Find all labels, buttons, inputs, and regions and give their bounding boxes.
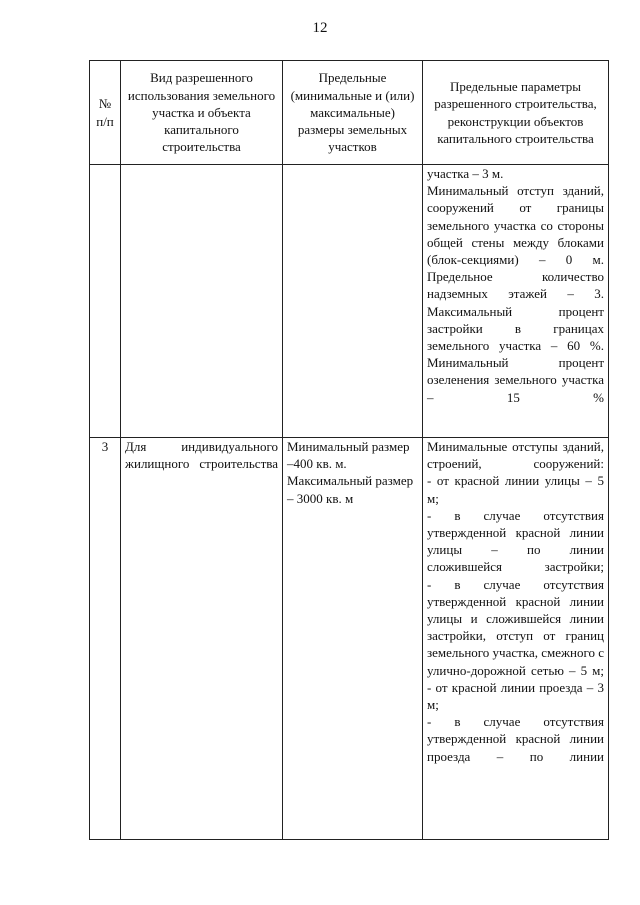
table-row [90, 165, 609, 438]
cell-plot-size: Минимальный размер –400 кв. м. Максимальный размер – 3000 кв. м [283, 438, 423, 840]
param-line: - от красной линии улицы – 5 м; [427, 473, 604, 506]
header-construction-params: Предельные параметры разрешенного строительства, реконструкции объектов капитального строительства [423, 61, 609, 165]
param-line: Минимальный отступ зданий, сооружений от границы земельного участка со стороны общей стены между блоками (блок-секциями) – 0 м. [427, 183, 604, 268]
table-row [90, 438, 609, 840]
param-line: Предельное количество надземных этажей – 3. [427, 269, 604, 302]
header-use-type: Вид разрешенного использования земельного участка и объекта капитального строительства [121, 61, 283, 165]
table-header-row [90, 61, 609, 165]
param-line: - в случае отсутствия утвержденной красной линии улицы – по линии сложившейся застройки; [427, 507, 604, 575]
cell-number [90, 165, 121, 438]
param-line: - в случае отсутствия утвержденной красной линии улицы и сложившейся линии застройки, отступ от границ земельного участка, смежного с улично-дорожной сетью – 5 м; [427, 576, 604, 678]
header-number: № п/п [90, 61, 121, 165]
cell-construction-params [423, 438, 609, 840]
param-line: Максимальный процент застройки в границах земельного участка – 60 %. [427, 303, 604, 354]
cell-use-type: Для индивидуального жилищного строительства [121, 438, 283, 840]
param-line: - от красной линии проезда – 3 м; [427, 679, 604, 713]
cell-plot-size [283, 165, 423, 438]
cell-construction-params [423, 165, 609, 438]
parameters-table [89, 60, 609, 840]
param-line: участка – 3 м. [427, 166, 504, 181]
param-line: - в случае отсутствия утвержденной красной линии проезда – по линии [427, 714, 604, 764]
header-plot-size: Предельные (минимальные и (или) максимальные) размеры земельных участков [283, 61, 423, 165]
cell-number: 3 [90, 438, 121, 840]
cell-use-type [121, 165, 283, 438]
page-number: 12 [312, 20, 328, 36]
param-line: Минимальный процент озеленения земельного участка – 15 % [427, 355, 604, 405]
param-line: Минимальные отступы зданий, строений, сооружений: [427, 439, 604, 472]
